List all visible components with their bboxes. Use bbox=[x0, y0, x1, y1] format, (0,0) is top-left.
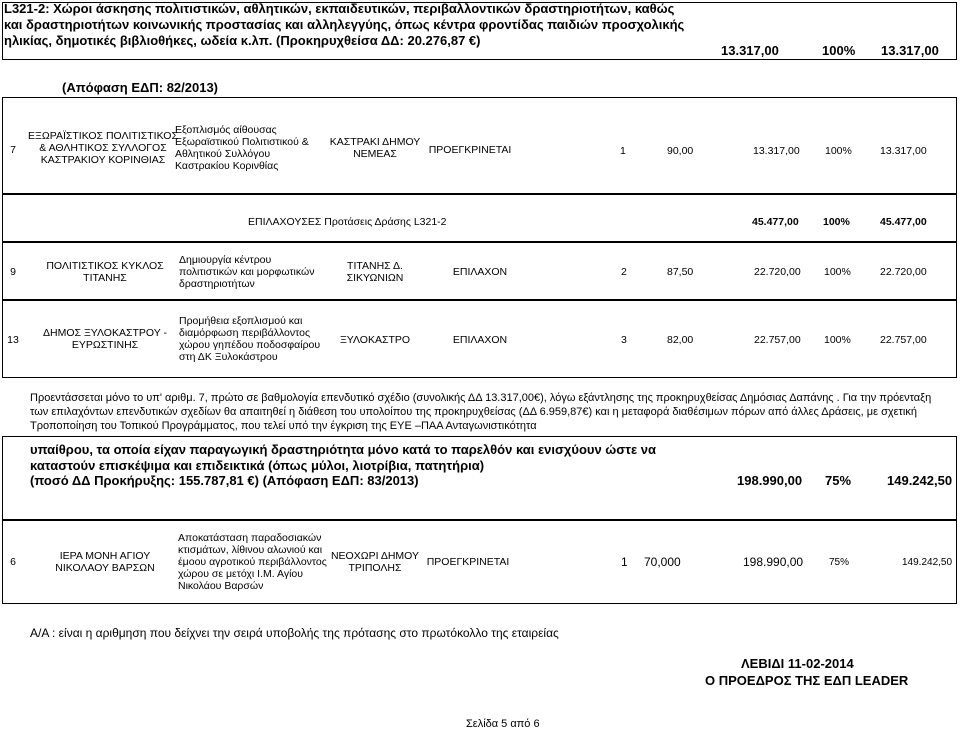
row-rank: 1 bbox=[621, 555, 628, 569]
reserve-heading: ΕΠΙΛΑΧΟΥΣΕΣ Προτάσεις Δράσης L321-2 bbox=[248, 216, 447, 228]
reserve-public-total: 45.477,00 bbox=[880, 216, 927, 228]
row-location: ΚΑΣΤΡΑΚΙ ΔΗΜΟΥ ΝΕΜΕΑΣ bbox=[329, 136, 421, 160]
row-rank: 2 bbox=[621, 266, 627, 278]
row-public: 149.242,50 bbox=[902, 557, 953, 568]
signature-place-date: ΛΕΒΙΔΙ 11-02-2014 bbox=[741, 656, 854, 671]
section2-line1: υπαίθρου, τα οποία είχαν παραγωγική δραστηριότητα μόνο κατά το παρελθόν και ενισχύουν ώστε να bbox=[30, 442, 656, 457]
row-title: Δημιουργία κέντρου πολιτιστικών και μορφωτικών δραστηριοτήτων bbox=[179, 254, 315, 290]
row-budget: 198.990,00 bbox=[743, 555, 804, 569]
section2-line2: καταστούν επισκέψιμα και επιδεικτικά (όπως μύλοι, λιοτρίβια, πατητήρια) bbox=[30, 458, 485, 473]
note-paragraph: Προεντάσσεται μόνο το υπ' αριθμ. 7, πρώτο σε βαθμολογία επενδυτικό σχέδιο (συνολικής ΔΔ 13.317,00€), λόγω εξάντλησης της προκηρυχθείσας Δημόσιας Δαπάνης . Για την πρόενταξη των επιλαχόντων επενδυτικών σχεδίων θα απαιτηθεί η διάθεση του υπολοίπου της προκηρυχθείσας (ΔΔ 6.959,87€) και η μεταφορά διαθέσιμων πόρων από άλλες Δράσεις, με σχετική Τροποποίηση του Τοπικού Προγράμματος, που τελεί υπό την έγκριση της ΕΥΕ –ΠΑΑ Ανταγωνιστικότητα bbox=[30, 392, 932, 432]
row-number: 6 bbox=[10, 556, 16, 568]
reserve-percent: 100% bbox=[823, 216, 850, 228]
row-score: 90,00 bbox=[667, 145, 694, 157]
row-number: 7 bbox=[10, 144, 16, 156]
row-title: Προμήθεια εξοπλισμού και διαμόρφωση περιβάλλοντος χώρου γηπέδου ποδοσφαίρου στη ΔΚ Ξυλοκάστρου bbox=[179, 315, 321, 363]
row-score: 82,00 bbox=[667, 334, 694, 346]
row-beneficiary: ΕΞΩΡΑΪΣΤΙΚΟΣ ΠΟΛΙΤΙΣΤΙΚΟΣ & ΑΘΛΗΤΙΚΟΣ ΣΥΛΛΟΓΟΣ ΚΑΣΤΡΑΚΙΟΥ ΚΟΡΙΝΘΙΑΣ bbox=[28, 130, 178, 166]
row-beneficiary: ΠΟΛΙΤΙΣΤΙΚΟΣ ΚΥΚΛΟΣ ΤΙΤΑΝΗΣ bbox=[46, 260, 164, 284]
row-rank: 1 bbox=[620, 145, 626, 157]
measure-title: L321-2: Χώροι άσκησης πολιτιστικών, αθλητικών, εκπαιδευτικών, περιβαλλοντικών δραστηριοτήτων, καθώς και δραστηριοτήτων κοινωνικής προστασίας και αλληλεγγύης, όπως κέντρα φροντίδας παιδιών προσχολικής ηλικίας, δημοτικές βιβλιοθήκες, ωδεία κ.λπ. (Προκηρυχθείσα ΔΔ: 20.276,87 €) bbox=[4, 1, 685, 48]
row-score: 70,000 bbox=[644, 555, 681, 569]
measure-total: 13.317,00 bbox=[721, 43, 779, 58]
section2-line3: (ποσό ΔΔ Προκήρυξης: 155.787,81 €) (Απόφαση ΕΔΠ: 83/2013) bbox=[30, 473, 419, 488]
row-status: ΠΡΟΕΓΚΡΙΝΕΤΑΙ bbox=[428, 144, 512, 156]
row-percent: 100% bbox=[825, 145, 852, 157]
row-percent: 100% bbox=[824, 334, 851, 346]
page-number: Σελίδα 5 από 6 bbox=[466, 718, 540, 730]
row-percent: 75% bbox=[829, 557, 850, 568]
signature-role: Ο ΠΡΟΕΔΡΟΣ ΤΗΣ ΕΔΠ LEADER bbox=[705, 673, 909, 688]
row-number: 9 bbox=[10, 266, 16, 278]
row-location: ΤΙΤΑΝΗΣ Δ. ΣΙΚΥΩΝΙΩΝ bbox=[346, 260, 404, 284]
row-public: 13.317,00 bbox=[880, 145, 927, 157]
section2-total: 198.990,00 bbox=[737, 473, 803, 488]
row-status: ΕΠΙΛΑΧΟΝ bbox=[452, 266, 508, 278]
row-title: Εξοπλισμός αίθουσας Εξωραϊστικού Πολιτιστικού & Αθλητικού Συλλόγου Καστρακίου Κορινθίας bbox=[175, 124, 309, 172]
row-public: 22.757,00 bbox=[880, 334, 927, 346]
row-public: 22.720,00 bbox=[880, 266, 927, 278]
section2-percent: 75% bbox=[825, 473, 852, 488]
decision-label: (Απόφαση ΕΔΠ: 82/2013) bbox=[62, 80, 219, 95]
reserve-heading-box bbox=[2, 194, 957, 242]
reserve-total: 45.477,00 bbox=[752, 216, 799, 228]
row-budget: 22.757,00 bbox=[754, 334, 801, 346]
row-rank: 3 bbox=[621, 334, 627, 346]
row-status: ΠΡΟΕΓΚΡΙΝΕΤΑΙ bbox=[426, 556, 510, 568]
section2-public-total: 149.242,50 bbox=[887, 473, 953, 488]
row-location: ΞΥΛΟΚΑΣΤΡΟ bbox=[339, 334, 411, 346]
row-budget: 13.317,00 bbox=[753, 145, 800, 157]
row-status: ΕΠΙΛΑΧΟΝ bbox=[452, 334, 508, 346]
row-beneficiary: ΙΕΡΑ ΜΟΝΗ ΑΓΙΟΥ ΝΙΚΟΛΑΟΥ ΒΑΡΣΩΝ bbox=[55, 550, 155, 574]
row-location: ΝΕΟΧΩΡΙ ΔΗΜΟΥ ΤΡΙΠΟΛΗΣ bbox=[330, 550, 420, 574]
row-score: 87,50 bbox=[667, 266, 694, 278]
row-beneficiary: ΔΗΜΟΣ ΞΥΛΟΚΑΣΤΡΟΥ - ΕΥΡΩΣΤΙΝΗΣ bbox=[43, 327, 167, 351]
measure-public-total: 13.317,00 bbox=[881, 43, 939, 58]
measure-percent: 100% bbox=[822, 43, 856, 58]
footnote: Α/Α : είναι η αριθμηση που δείχνει την σειρά υποβολής της πρότασης στο πρωτόκολλο της εταιρείας bbox=[30, 626, 559, 640]
row-budget: 22.720,00 bbox=[754, 266, 801, 278]
row-number: 13 bbox=[7, 334, 19, 346]
row-percent: 100% bbox=[824, 266, 851, 278]
row-title: Αποκατάσταση παραδοσιακών κτισμάτων, λίθινου αλωνιού και έμοου αγροτικού περιβάλλοντος χώρου σε μετόχι Ι.Μ. Αγίου Νικολάου Βαρσών bbox=[178, 532, 327, 592]
